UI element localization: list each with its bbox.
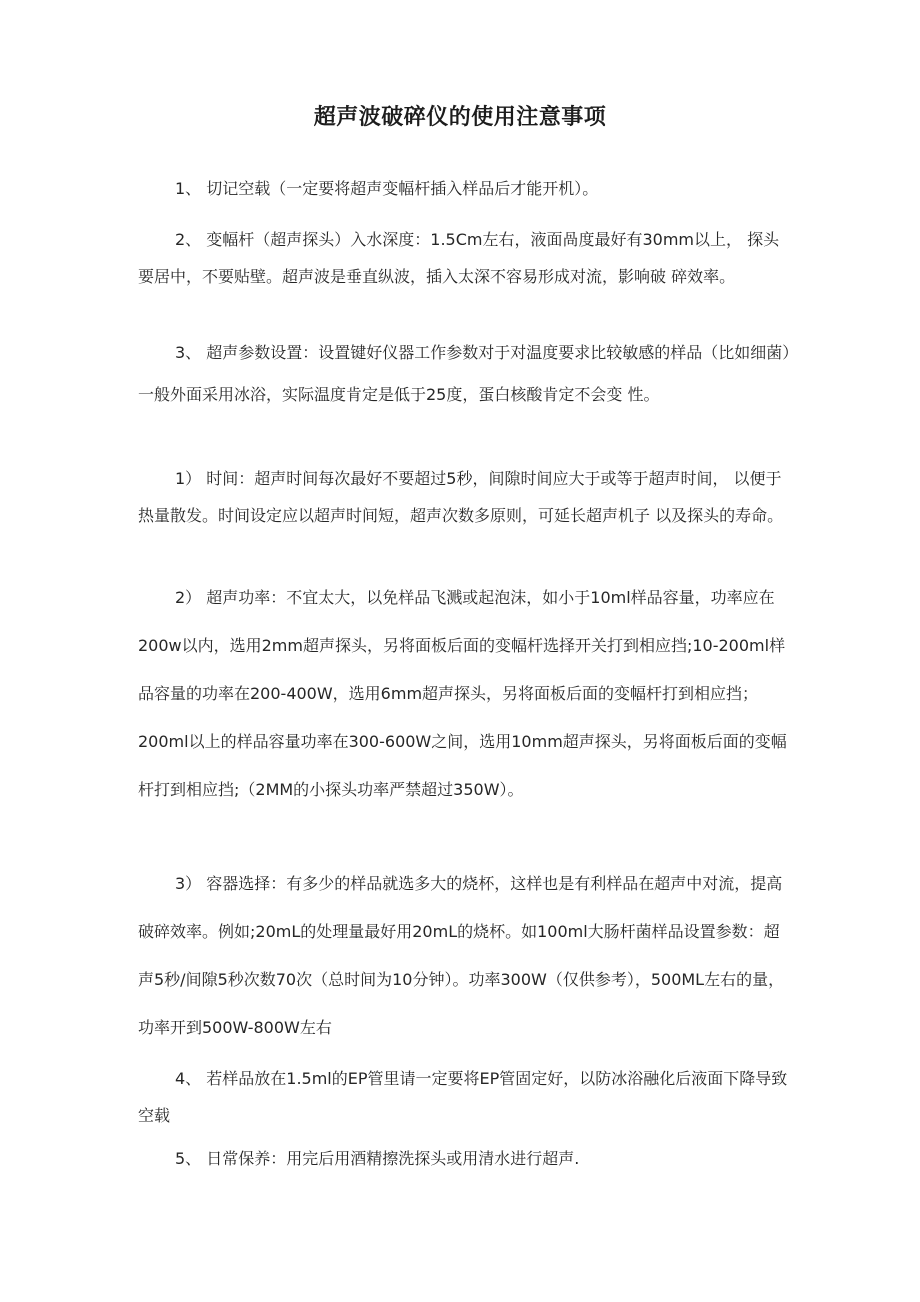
paragraph-5-maintenance: 5、 日常保养：用完后用酒精擦洗探头或用清水进行超声. [175, 1149, 580, 1168]
paragraph-2-probe-depth: 2、 变幅杆（超声探头）入水深度：1.5Cm左右，液面咼度最好有30mm以上， 探头要居中，不要贴壁。超声波是垂直纵波，插入太深不容易形成对流，影响破 碎效率。 [138, 230, 780, 286]
paragraph-3-parameter-settings: 3、 超声参数设置：设置键好仪器工作参数对于对温度要求比较敏感的样品（比如细菌）一般外面采用冰浴，实际温度肯定是低于25度，蛋白核酸肯定不会变 性。 [138, 343, 791, 404]
paragraph-4-ep-tube: 4、 若样品放在1.5ml的EP管里请一定要将EP管固定好，以防冰浴融化后液面下降导致空载 [138, 1069, 788, 1125]
page-title: 超声波破碎仪的使用注意事项 [313, 105, 607, 130]
paragraph-3-1-time: 1） 时间：超声时间每次最好不要超过5秒，间隙时间应大于或等于超声时间， 以便于热量散发。时间设定应以超声时间短，超声次数多原则，可延长超声机子 以及探头的寿命。 [138, 469, 784, 525]
paragraph-3-3-container: 3） 容器选择：有多少的样品就选多大的烧杯，这样也是有利样品在超声中对流，提高破碎效率。例如;20mL的处理量最好用20mL的烧杯。如100ml大肠杆菌样品设置参数：超声5秒/间隙5秒次数70次（总时间为10分钟）。功率300W（仅供参考），500ML左右的量，功率开到500W-800W左右 [138, 874, 785, 1037]
paragraph-3-2-power: 2） 超声功率：不宜太大，以免样品飞溅或起泡沫，如小于10ml样品容量，功率应在200w以内，选用2mm超声探头，另将面板后面的变幅杆选择开关打到相应挡;10-200ml样品容量的功率在200-400W，选用6mm超声探头，另将面板后面的变幅杆打到相应挡；200ml以上的样品容量功率在300-600W之间，选用10mm超声探头，另将面板后面的变幅杆打到相应挡;（2MM的小探头功率严禁超过350W）。 [138, 588, 787, 799]
paragraph-1-no-idle: 1、 切记空载（一定要将超声变幅杆插入样品后才能开机）。 [175, 179, 599, 198]
